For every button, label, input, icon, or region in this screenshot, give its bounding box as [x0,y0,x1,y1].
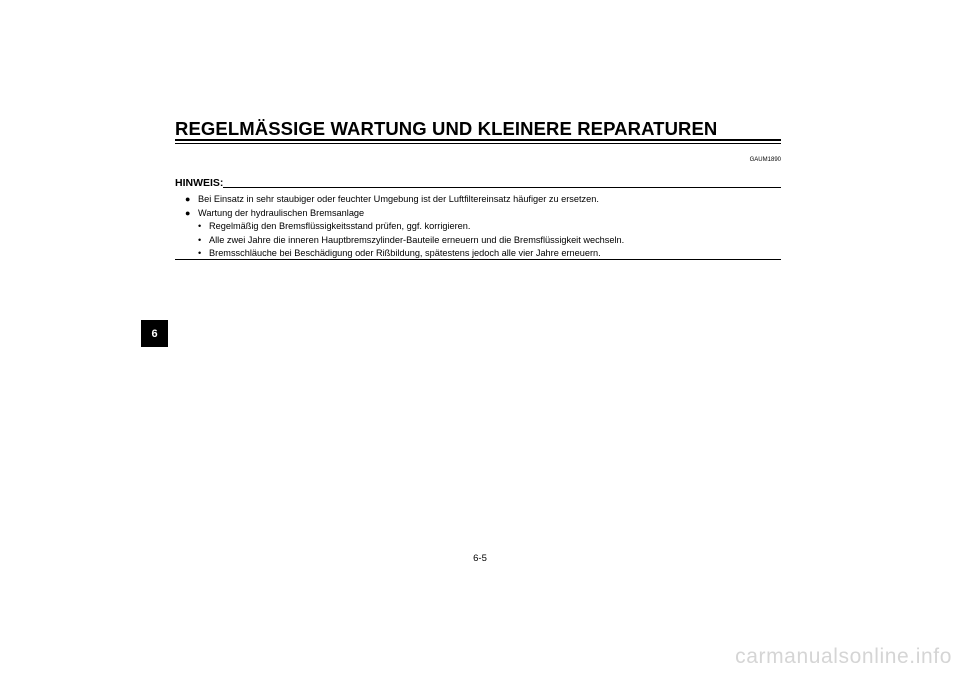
sub-bullet-icon: • [198,221,202,232]
page-title: REGELMÄSSIGE WARTUNG UND KLEINERE REPARATUREN [175,118,718,139]
note-subitem [185,220,775,234]
note-subitem-text: Regelmäßig den Bremsflüssigkeitsstand prüfen, ggf. korrigieren. [209,221,471,232]
note-body [185,193,775,261]
note-heading: HINWEIS: [175,177,224,189]
title-rule-thin [175,143,781,144]
note-item-text: Wartung der hydraulischen Bremsanlage [198,207,365,218]
bullet-icon: ● [185,194,191,204]
note-item-text: Bei Einsatz in sehr staubiger oder feuchter Umgebung ist der Luftfiltereinsatz häufiger zu ersetzen. [198,194,599,204]
sub-bullet-icon: • [198,248,202,259]
note-item [185,193,775,207]
note-top-rule [175,187,781,188]
bullet-icon: ● [185,207,191,218]
watermark: carmanualsonline.info [735,645,952,668]
title-rule-thick [175,139,781,141]
note-subitem [185,234,775,248]
note-item [185,207,775,221]
section-code: GAUM1890 [749,157,781,163]
note-bottom-rule [175,259,781,260]
note-subitem-text: Alle zwei Jahre die inneren Hauptbremszylinder-Bauteile erneuern und die Bremsflüssigkeit wechseln. [209,234,625,245]
sub-bullet-icon: • [198,234,202,245]
page-number: 6-5 [473,553,487,564]
note-subitem-text: Bremsschläuche bei Beschädigung oder Rißbildung, spätestens jedoch alle vier Jahre erneuern. [209,248,601,259]
chapter-tab: 6 [141,320,168,347]
